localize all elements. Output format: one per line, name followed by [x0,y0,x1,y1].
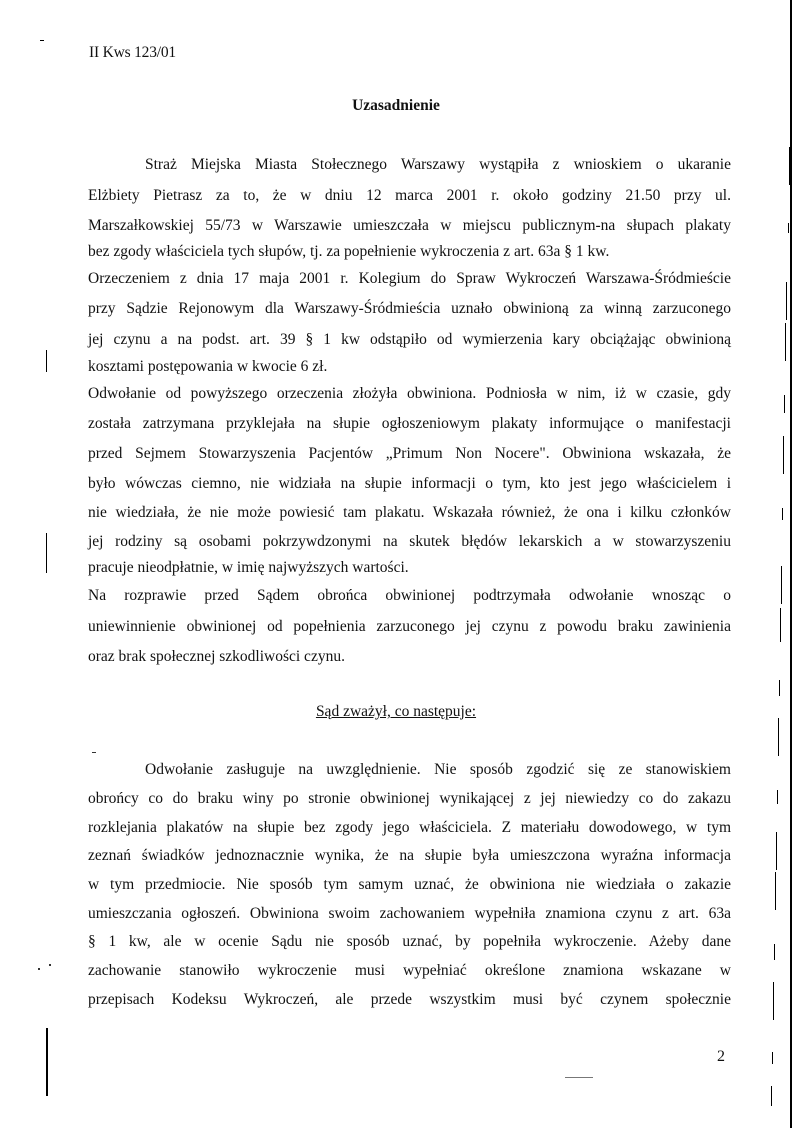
scan-artifact-mark [781,566,782,604]
text-line: Odwołanie zasługuje na uwzględnienie. Nie sposób zgodzić się ze stanowiskiem [145,761,731,778]
text-line: w tym przedmiocie. Nie sposób tym samym uznać, że obwiniona nie wiedziała o zakazie [88,876,731,893]
text-line: umieszczania ogłoszeń. Obwiniona swoim zachowaniem wypełniła znamiona czynu z art. 63a [88,905,731,922]
text-line: zachowanie stanowiło wykroczenie musi wypełniać określone znamiona wskazane w [88,962,731,979]
text-line: § 1 kw, ale w ocenie Sądu nie sposób uznać, by popełniła wykroczenie. Ażeby dane [88,933,731,950]
scan-artifact-mark [773,982,774,1020]
document-title: Uzasadnienie [352,97,440,114]
page-number: 2 [717,1048,725,1065]
scan-artifact-mark [46,1028,48,1096]
scan-artifact-mark [782,508,783,520]
scan-artifact-mark [774,944,775,960]
scan-artifact-mark [776,832,777,870]
scan-artifact-mark [778,718,779,756]
text-line: pracuje nieodpłatnie, w imię najwyższych wartości. [88,559,409,576]
text-line: Straż Miejska Miasta Stołecznego Warszawy wystąpiła z wnioskiem o ukaranie [145,156,731,173]
scan-artifact-mark [788,223,789,233]
text-line: Orzeczeniem z dnia 17 maja 2001 r. Kolegium do Spraw Wykroczeń Warszawa-Śródmieście [88,270,731,287]
scan-artifact-mark [775,872,776,910]
text-line: Odwołanie od powyższego orzeczenia złożyła obwiniona. Podniosła w nim, iż w czasie, gdy [88,385,731,402]
text-line: rozklejania plakatów na słupie bez zgody jego właściciela. Z materiału dowodowego, w tym [88,819,731,836]
text-line: jej rodziny są osobami pokrzywdzonymi na skutek błędów lekarskich a w stowarzyszeniu [88,533,731,550]
text-line: obrońcy co do braku winy po stronie obwinionej wynikającej z jej niewiedzy co do zakazu [88,790,731,807]
scan-artifact-mark [789,147,790,185]
scan-artifact-mark [779,680,780,696]
text-line: bez zgody właściciela tych słupów, tj. za popełnienie wykroczenia z art. 63a § 1 kw. [88,243,610,260]
text-line: przy Sądzie Rejonowym dla Warszawy-Śródmieścia uznało obwinioną za winną zarzuconego [88,300,731,317]
text-line: nie wiedziała, że nie może powiesić tam plakatu. Wskazała również, że ona i kilku członków [88,504,731,521]
scan-artifact-mark [786,282,787,320]
text-line: Na rozprawie przed Sądem obrońca obwinionej podtrzymała odwołanie wnosząc o [88,587,731,604]
section-subheading: Sąd zważył, co następuje: [315,703,477,720]
scan-artifact-mark [771,1086,772,1106]
text-line: Marszałkowskiej 55/73 w Warszawie umieszczała w miejscu publicznym-na słupach plakaty [88,217,731,234]
case-number: II Kws 123/01 [89,44,176,61]
scan-artifact-mark [46,533,47,573]
scan-artifact-mark [784,395,785,413]
scan-artifact-speck [565,1077,593,1078]
text-line: Elżbiety Pietrasz za to, że w dniu 12 marca 2001 r. około godziny 21.50 przy ul. [88,187,731,204]
text-line: przepisach Kodeksu Wykroczeń, ale przede wszystkim musi być czynem społecznie [88,991,731,1008]
scan-artifact-mark [777,790,778,804]
scan-artifact-mark [46,350,47,372]
text-line: kosztami postępowania w kwocie 6 zł. [88,358,328,375]
scan-artifact-mark [785,323,786,361]
text-line: oraz brak społecznej szkodliwości czynu. [88,648,345,665]
text-line: było wówczas ciemno, nie widziała na słupie informacji o tym, kto jest jego właścicielem i [88,475,731,492]
text-line: zeznań świadków jednoznacznie wynika, że na słupie była umieszczona wyraźna informacja [88,847,731,864]
text-line: została zatrzymana przyklejała na słupie ogłoszeniowym plakaty informujące o manifestacji [88,415,731,432]
text-line: przed Sejmem Stowarzyszenia Pacjentów „Primum Non Nocere". Obwiniona wskazała, że [88,445,731,462]
text-line: uniewinnienie obwinionej od popełnienia zarzuconego jej czynu z powodu braku zawinienia [88,618,731,635]
scan-artifact-speck [49,964,51,966]
scan-artifact-speck [38,968,40,970]
scan-artifact-mark [772,1052,773,1064]
scan-artifact-mark [783,436,784,474]
scan-artifact-mark [40,40,44,41]
scan-artifact-speck [92,752,96,753]
scan-artifact-mark [790,108,791,124]
text-line: jej czynu a na podst. art. 39 § 1 kw odstąpiło od wymierzenia kary obciążając obwinioną [88,331,731,348]
scan-artifact-mark [780,608,781,642]
